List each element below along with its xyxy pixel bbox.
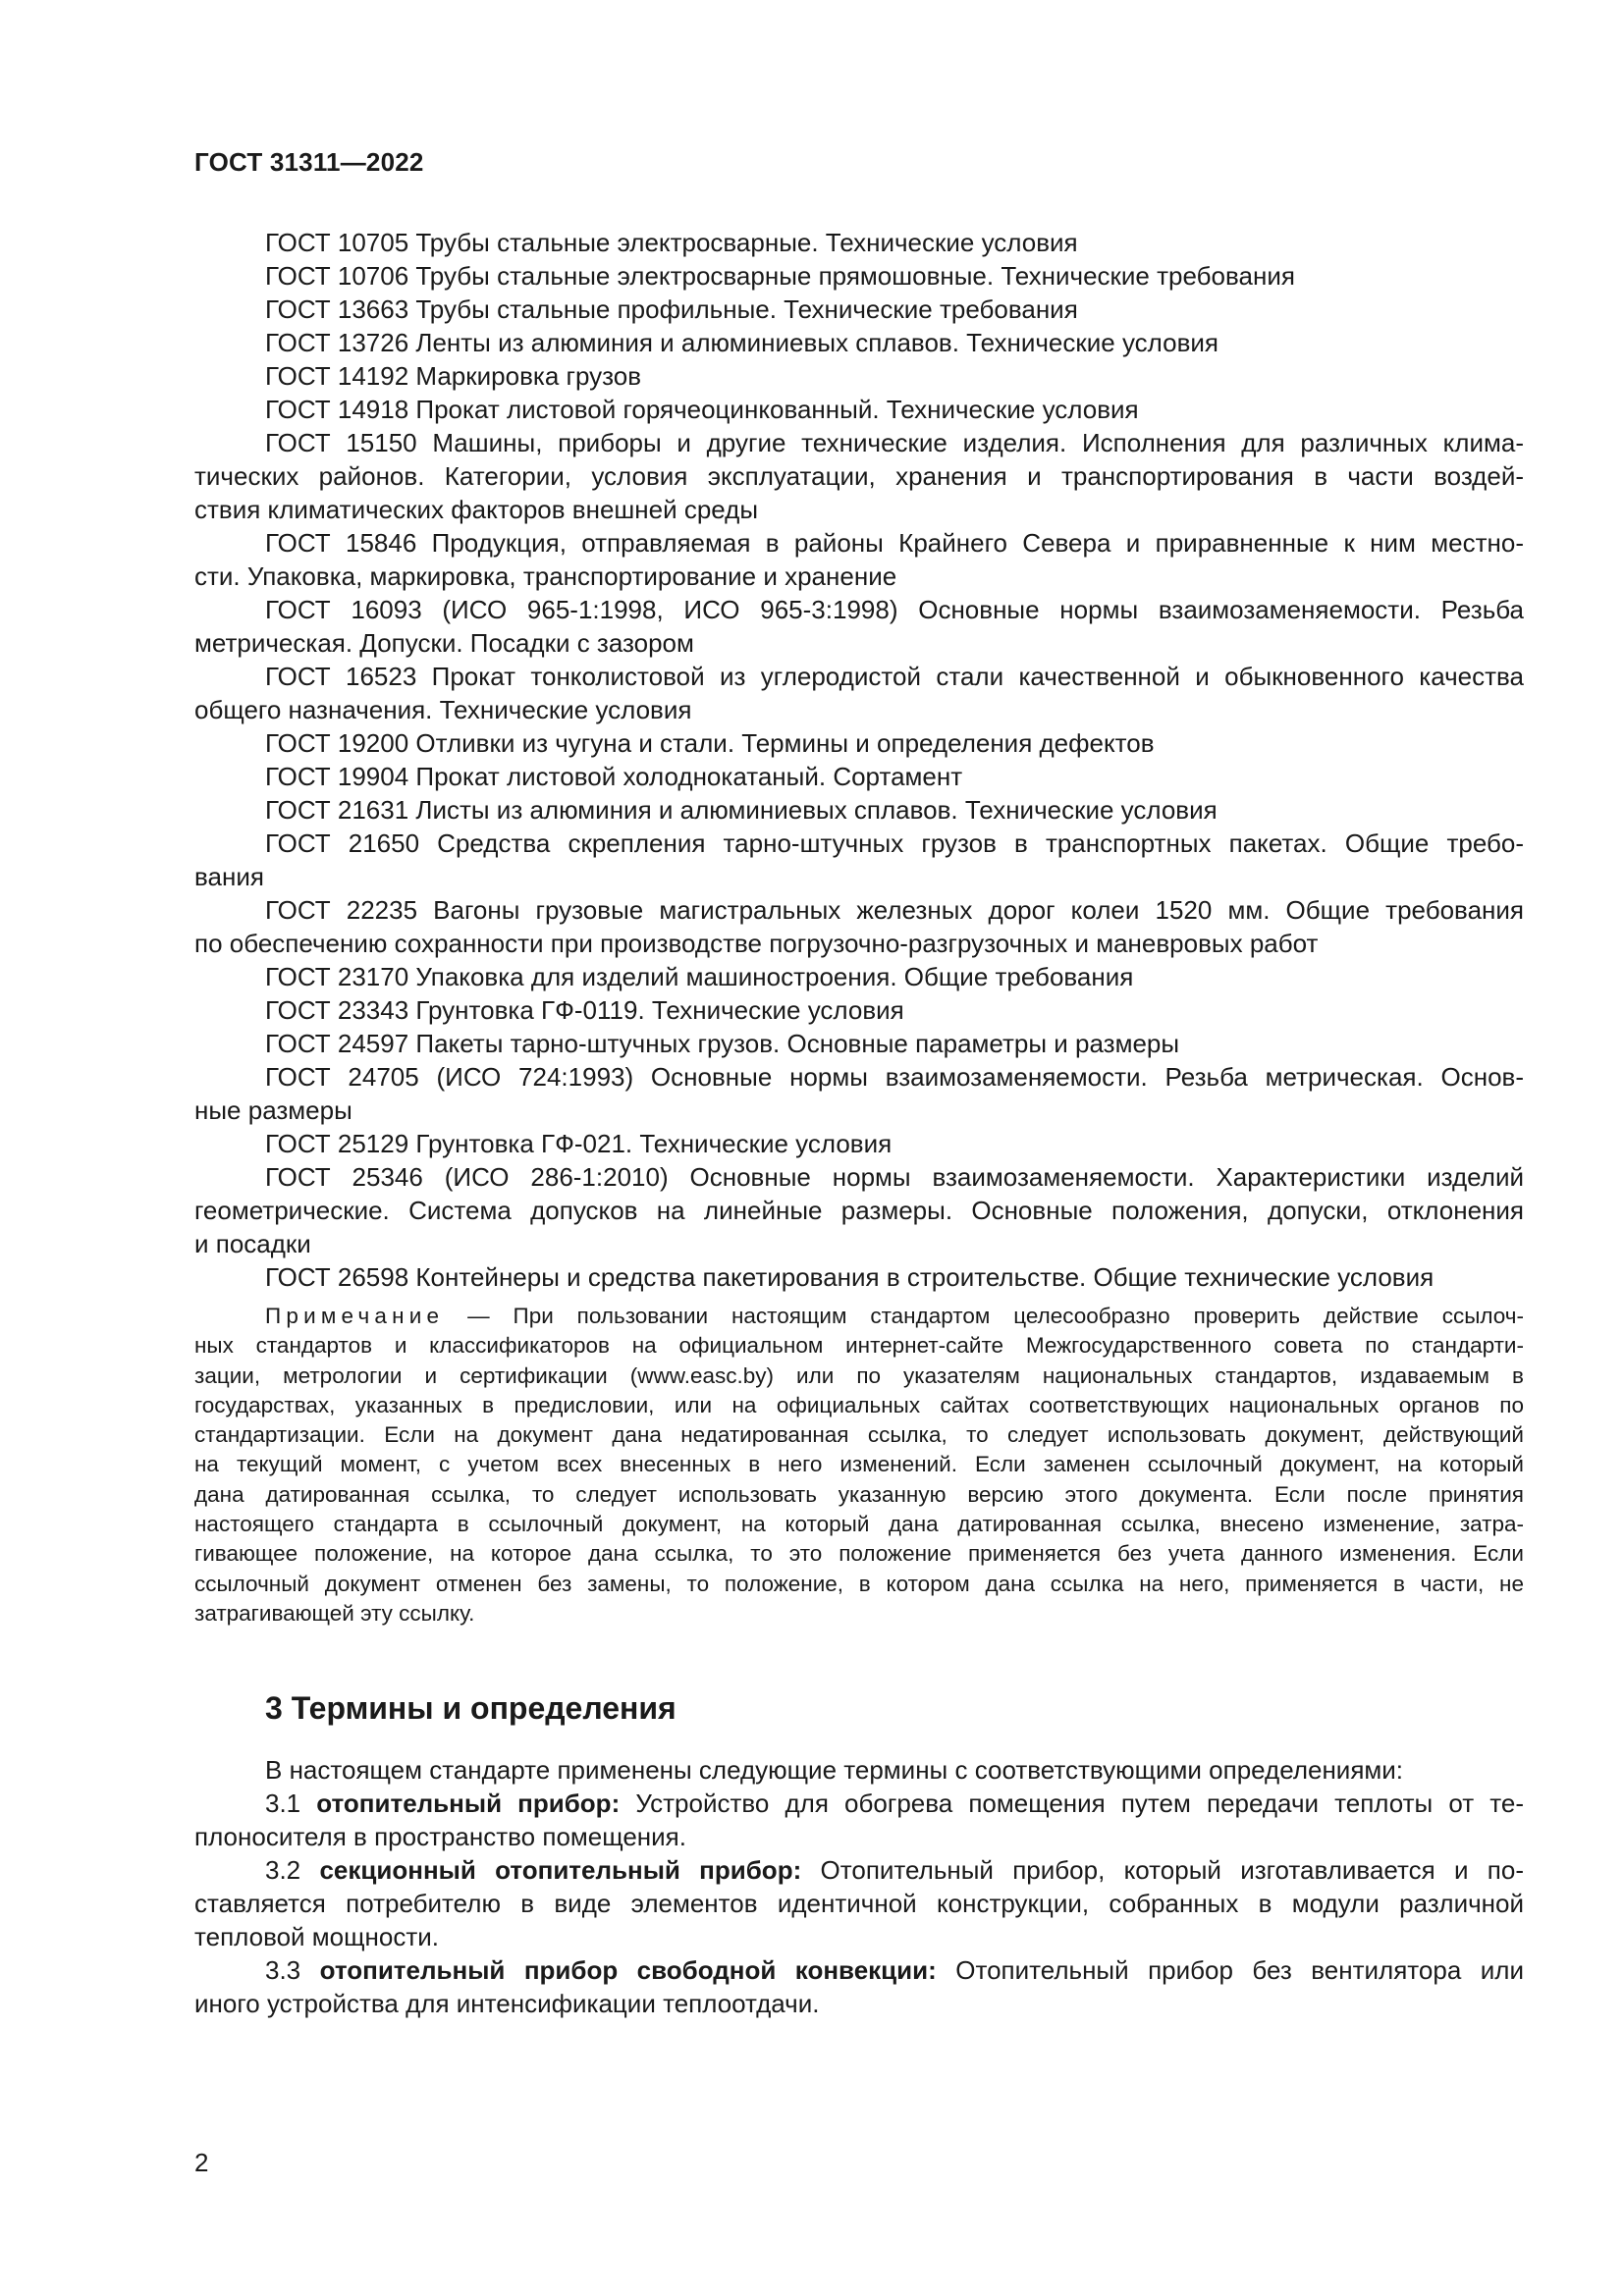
note-line: стандартизации. Если на документ дана недатированная ссылка, то следует использовать документ, действующий	[194, 1422, 1524, 1448]
reference-item	[194, 1060, 1524, 1127]
terms-intro-text: В настоящем стандарте применены следующие термины с соответствующими определениями:	[265, 1755, 1404, 1785]
reference-item	[194, 760, 1524, 793]
term-name: отопительный прибор:	[316, 1789, 621, 1818]
document-id: ГОСТ 31311—2022	[194, 147, 424, 177]
reference-item	[194, 1160, 1524, 1260]
term-3-3	[194, 1953, 1524, 2020]
reference-line: ГОСТ 25129 Грунтовка ГФ-021. Технические условия	[265, 1129, 893, 1158]
term-3-1-line1	[194, 1787, 1524, 1820]
note-lines	[194, 1331, 1524, 1629]
terms-section	[194, 1753, 1524, 2020]
term-3-3-line1	[194, 1953, 1524, 1987]
reference-item	[194, 726, 1524, 760]
note-block	[194, 1302, 1524, 1629]
reference-line: ГОСТ 19200 Отливки из чугуна и стали. Термины и определения дефектов	[265, 728, 1155, 758]
note-line: настоящего стандарта в ссылочный документ, на который дана датированная ссылка, внесено изменение, затра-	[194, 1512, 1524, 1537]
reference-line: и посадки	[194, 1229, 311, 1258]
reference-line: ГОСТ 14192 Маркировка грузов	[265, 361, 642, 391]
note-line: на текущий момент, с учетом всех внесенных в него изменений. Если заменен ссылочный документ, на который	[194, 1452, 1524, 1477]
reference-line: общего назначения. Технические условия	[194, 695, 692, 724]
section-title: 3 Термины и определения	[265, 1690, 677, 1726]
reference-item	[194, 393, 1524, 426]
reference-item	[194, 293, 1524, 326]
reference-line: ГОСТ 15846 Продукция, отправляемая в районы Крайнего Севера и приравненные к ним местно-	[265, 528, 1524, 558]
reference-item	[194, 793, 1524, 827]
reference-item	[194, 827, 1524, 893]
page-number: 2	[194, 2148, 209, 2177]
term-name: отопительный прибор свободной конвекции:	[319, 1955, 937, 1985]
reference-item	[194, 226, 1524, 259]
note-line: дана датированная ссылка, то следует использовать указанную версию этого документа. Если после принятия	[194, 1481, 1524, 1507]
reference-line: ГОСТ 10705 Трубы стальные электросварные. Технические условия	[265, 228, 1078, 257]
reference-line: ГОСТ 10706 Трубы стальные электросварные прямошовные. Технические требования	[265, 261, 1295, 291]
note-line: затрагивающей эту ссылку.	[194, 1600, 475, 1626]
reference-item	[194, 359, 1524, 393]
reference-item	[194, 526, 1524, 593]
term-3-2-line2: ставляется потребителю в виде элементов идентичной конструкции, собранных в модули различной	[194, 1889, 1524, 1918]
term-number: 3.2	[265, 1855, 301, 1885]
reference-line: ГОСТ 14918 Прокат листовой горячеоцинкованный. Технические условия	[265, 395, 1139, 424]
note-line: зации, метрологии и сертификации (www.easc.by) или по указателям национальных стандартов, издаваемым в	[194, 1362, 1524, 1388]
reference-line: ГОСТ 21650 Средства скрепления тарно-штучных грузов в транспортных пакетах. Общие требо-	[265, 828, 1524, 858]
reference-item	[194, 326, 1524, 359]
reference-line: ГОСТ 25346 (ИСО 286-1:2010) Основные нормы взаимозаменяемости. Характеристики изделий	[265, 1162, 1524, 1192]
term-3-2	[194, 1853, 1524, 1953]
term-3-1	[194, 1787, 1524, 1853]
note-line: государствах, указанных в предисловии, или на официальных сайтах соответствующих национальных органов по	[194, 1392, 1524, 1417]
reference-item	[194, 593, 1524, 660]
reference-line: ГОСТ 13663 Трубы стальные профильные. Технические требования	[265, 294, 1078, 324]
reference-line: ГОСТ 16523 Прокат тонколистовой из углеродистой стали качественной и обыкновенного качества	[265, 662, 1524, 691]
reference-line: тических районов. Категории, условия эксплуатации, хранения и транспортирования в части воздей-	[194, 461, 1524, 491]
reference-line: ствия климатических факторов внешней среды	[194, 495, 759, 524]
term-number: 3.1	[265, 1789, 301, 1818]
term-3-3-line2: иного устройства для интенсификации теплоотдачи.	[194, 1989, 820, 2018]
reference-item	[194, 1127, 1524, 1160]
note-line: ных стандартов и классификаторов на официальном интернет-сайте Межгосударственного совета по стандарти-	[194, 1333, 1524, 1359]
term-3-2-line1	[194, 1853, 1524, 1887]
reference-item	[194, 660, 1524, 726]
reference-line: сти. Упаковка, маркировка, транспортирование и хранение	[194, 561, 897, 591]
reference-line: ГОСТ 21631 Листы из алюминия и алюминиевых сплавов. Технические условия	[265, 795, 1218, 825]
note-first-line-text: — При пользовании настоящим стандартом целесообразно проверить действие ссылоч-	[444, 1304, 1524, 1328]
term-definition: Устройство для обогрева помещения путем передачи теплоты от те-	[635, 1789, 1524, 1818]
reference-line: ГОСТ 24597 Пакеты тарно-штучных грузов. Основные параметры и размеры	[265, 1029, 1180, 1058]
reference-line: ГОСТ 23170 Упаковка для изделий машиностроения. Общие требования	[265, 962, 1134, 991]
normative-references-list	[194, 226, 1524, 1294]
term-3-2-line3: тепловой мощности.	[194, 1922, 440, 1951]
reference-line: по обеспечению сохранности при производстве погрузочно-разгрузочных и маневровых работ	[194, 929, 1319, 958]
reference-line: ГОСТ 15150 Машины, приборы и другие технические изделия. Исполнения для различных клима-	[265, 428, 1524, 457]
reference-item	[194, 893, 1524, 960]
reference-line: ГОСТ 22235 Вагоны грузовые магистральных железных дорог колеи 1520 мм. Общие требования	[265, 895, 1524, 925]
reference-item	[194, 1260, 1524, 1294]
reference-item	[194, 960, 1524, 993]
reference-item	[194, 259, 1524, 293]
reference-line: геометрические. Система допусков на линейные размеры. Основные положения, допуски, отклонения	[194, 1196, 1524, 1225]
note-line: гивающее положение, на которое дана ссылка, то это положение применяется без учета данного изменения. Если	[194, 1541, 1524, 1567]
term-name: секционный отопительный прибор:	[319, 1855, 802, 1885]
reference-line: вания	[194, 862, 264, 891]
term-3-1-line2: плоносителя в пространство помещения.	[194, 1822, 686, 1851]
reference-item	[194, 426, 1524, 526]
reference-line: ГОСТ 13726 Ленты из алюминия и алюминиевых сплавов. Технические условия	[265, 328, 1219, 357]
reference-line: ГОСТ 19904 Прокат листовой холоднокатаный. Сортамент	[265, 762, 963, 791]
reference-line: метрическая. Допуски. Посадки с зазором	[194, 628, 694, 658]
reference-item	[194, 1027, 1524, 1060]
reference-item	[194, 993, 1524, 1027]
term-number: 3.3	[265, 1955, 301, 1985]
note-label: Примечание	[265, 1304, 445, 1328]
note-first-line	[194, 1302, 1524, 1331]
reference-line: ГОСТ 24705 (ИСО 724:1993) Основные нормы взаимозаменяемости. Резьба метрическая. Основ-	[265, 1062, 1524, 1092]
term-definition: Отопительный прибор без вентилятора или	[955, 1955, 1524, 1985]
term-definition: Отопительный прибор, который изготавливается и по-	[820, 1855, 1524, 1885]
reference-line: ГОСТ 26598 Контейнеры и средства пакетирования в строительстве. Общие технические условия	[265, 1262, 1435, 1292]
note-line: ссылочный документ отменен без замены, то положение, в котором дана ссылка на него, применяется в части, не	[194, 1571, 1524, 1596]
reference-line: ГОСТ 23343 Грунтовка ГФ-0119. Технические условия	[265, 995, 904, 1025]
reference-line: ные размеры	[194, 1095, 352, 1125]
terms-intro	[194, 1753, 1524, 1787]
reference-line: ГОСТ 16093 (ИСО 965-1:1998, ИСО 965-3:1998) Основные нормы взаимозаменяемости. Резьба	[265, 595, 1524, 624]
